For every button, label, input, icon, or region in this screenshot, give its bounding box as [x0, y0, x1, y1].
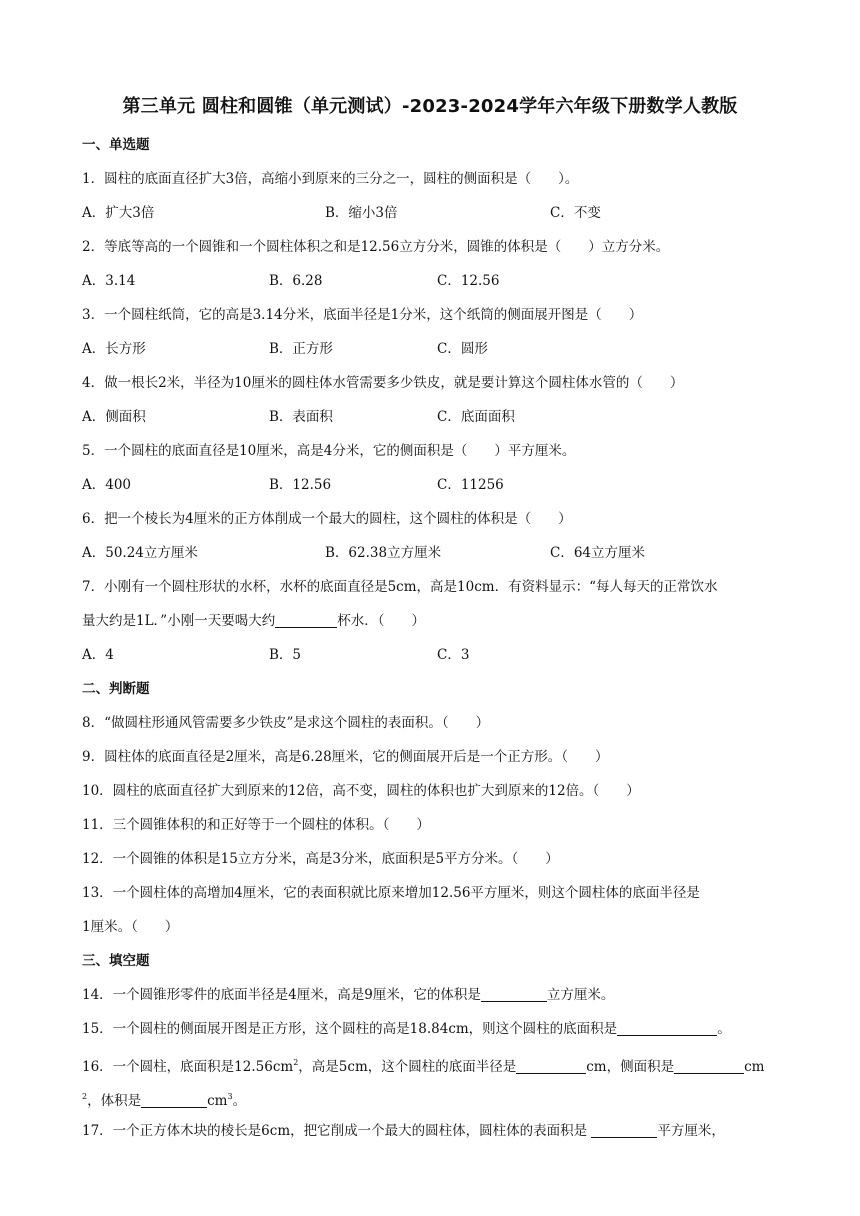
question-17	[82, 1122, 725, 1140]
section-heading-single-choice: 一、单选题	[82, 137, 150, 153]
superscript: 2	[293, 1058, 299, 1067]
q6-option-c: C．64立方厘米	[550, 545, 646, 561]
question-6: 6．把一个棱长为4厘米的正方体削成一个最大的圆柱，这个圆柱的体积是（ ）	[82, 511, 572, 527]
question-7-line-1: 7．小刚有一个圆柱形状的水杯，水杯的底面直径是5cm，高是10cm．有资料显示：“每人每天的正常饮水	[82, 579, 718, 595]
q7-option-b: B．5	[269, 647, 302, 663]
answer-blank	[516, 1059, 586, 1074]
q16-line2-unit: cm	[207, 1093, 228, 1109]
answer-blank	[617, 1021, 717, 1036]
question-8: 8．“做圆柱形通风管需要多少铁皮”是求这个圆柱的表面积。（ ）	[82, 715, 490, 731]
q16-line2-text: ，体积是	[87, 1093, 142, 1109]
q4-option-b: B．表面积	[269, 409, 333, 425]
question-11: 11．三个圆锥体积的和正好等于一个圆柱的体积。（ ）	[82, 817, 430, 833]
question-16-line-1	[82, 1054, 765, 1076]
question-13-line-1: 13．一个圆柱体的高增加4厘米，它的表面积就比原来增加12.56平方厘米，则这个圆柱体的底面半径是	[82, 885, 700, 901]
q3-option-a: A．长方形	[82, 341, 146, 357]
section-heading-fill-in: 三、填空题	[82, 953, 150, 969]
superscript: 3	[227, 1092, 233, 1101]
q14-text: 14．一个圆锥形零件的底面半径是4厘米，高是9厘米，它的体积是	[82, 987, 481, 1003]
q7-text-after-blank: 杯水．（ ）	[337, 613, 425, 629]
q2-option-c: C．12.56	[437, 273, 500, 289]
q15-end: 。	[717, 1021, 731, 1037]
question-14	[82, 986, 614, 1004]
section-heading-true-false: 二、判断题	[82, 681, 150, 697]
q2-option-a: A．3.14	[82, 273, 136, 289]
question-3: 3．一个圆柱纸筒，它的高是3.14分米，底面半径是1分米，这个纸筒的侧面展开图是（ ）	[82, 307, 643, 323]
q5-option-b: B．12.56	[269, 477, 332, 493]
q6-option-a: A．50.24立方厘米	[82, 545, 198, 561]
question-15	[82, 1020, 731, 1038]
q7-text-before-blank: 量大约是1L．”小刚一天要喝大约	[82, 613, 276, 629]
superscript: 2	[82, 1092, 88, 1101]
q6-option-b: B．62.38立方厘米	[325, 545, 442, 561]
q1-option-b: B．缩小3倍	[325, 205, 398, 221]
q15-text: 15．一个圆柱的侧面展开图是正方形，这个圆柱的高是18.84cm，则这个圆柱的底面积是	[82, 1021, 618, 1037]
question-10: 10．圆柱的底面直径扩大到原来的12倍，高不变，圆柱的体积也扩大到原来的12倍。（ ）	[82, 783, 640, 799]
answer-blank	[674, 1059, 744, 1074]
question-1: 1．圆柱的底面直径扩大3倍，高缩小到原来的三分之一，圆柱的侧面积是（ ）。	[82, 171, 579, 187]
q17-text: 17．一个正方体木块的棱长是6cm，把它削成一个最大的圆柱体，圆柱体的表面积是	[82, 1123, 592, 1139]
answer-blank	[141, 1093, 207, 1108]
q4-option-c: C．底面面积	[437, 409, 515, 425]
answer-blank	[275, 613, 337, 628]
q1-option-a: A．扩大3倍	[82, 205, 155, 221]
q4-option-a: A．侧面积	[82, 409, 146, 425]
question-7-line-2	[82, 612, 425, 630]
q2-option-b: B．6.28	[269, 273, 323, 289]
question-9: 9．圆柱体的底面直径是2厘米，高是6.28厘米，它的侧面展开后是一个正方形。（ ）	[82, 749, 609, 765]
q7-option-c: C．3	[437, 647, 470, 663]
question-5: 5．一个圆柱的底面直径是10厘米，高是4分米，它的侧面积是（ ）平方厘米。	[82, 443, 576, 459]
q16-text: 16．一个圆柱，底面积是12.56cm	[82, 1059, 294, 1075]
q16-text-mid: ，高是5cm，这个圆柱的底面半径是	[298, 1059, 517, 1075]
q14-unit: 立方厘米。	[546, 987, 615, 1003]
q16-text-mid2: cm，侧面积是	[586, 1059, 675, 1075]
q5-option-a: A．400	[82, 477, 132, 493]
question-4: 4．做一根长2米，半径为10厘米的圆柱体水管需要多少铁皮，就是要计算这个圆柱体水管的（ ）	[82, 375, 684, 391]
answer-blank	[591, 1123, 657, 1138]
answer-blank	[481, 987, 547, 1002]
page-title: 第三单元 圆柱和圆锥（单元测试）-2023-2024学年六年级下册数学人教版	[122, 96, 738, 117]
q3-option-b: B．正方形	[269, 341, 333, 357]
question-2: 2．等底等高的一个圆锥和一个圆柱体积之和是12.56立方分米，圆锥的体积是（ ）立方分米。	[82, 239, 670, 255]
q16-unit: cm	[744, 1059, 765, 1075]
q7-option-a: A．4	[82, 647, 114, 663]
q3-option-c: C．圆形	[437, 341, 488, 357]
q17-unit: 平方厘米，	[657, 1123, 725, 1139]
q16-line2-end: 。	[232, 1093, 247, 1109]
question-16-line-2	[82, 1088, 246, 1110]
q1-option-c: C．不变	[550, 205, 601, 221]
question-12: 12．一个圆锥的体积是15立方分米，高是3分米，底面积是5平方分米。（ ）	[82, 851, 559, 867]
q5-option-c: C．11256	[437, 477, 504, 493]
question-13-line-2: 1厘米。（ ）	[82, 919, 179, 935]
